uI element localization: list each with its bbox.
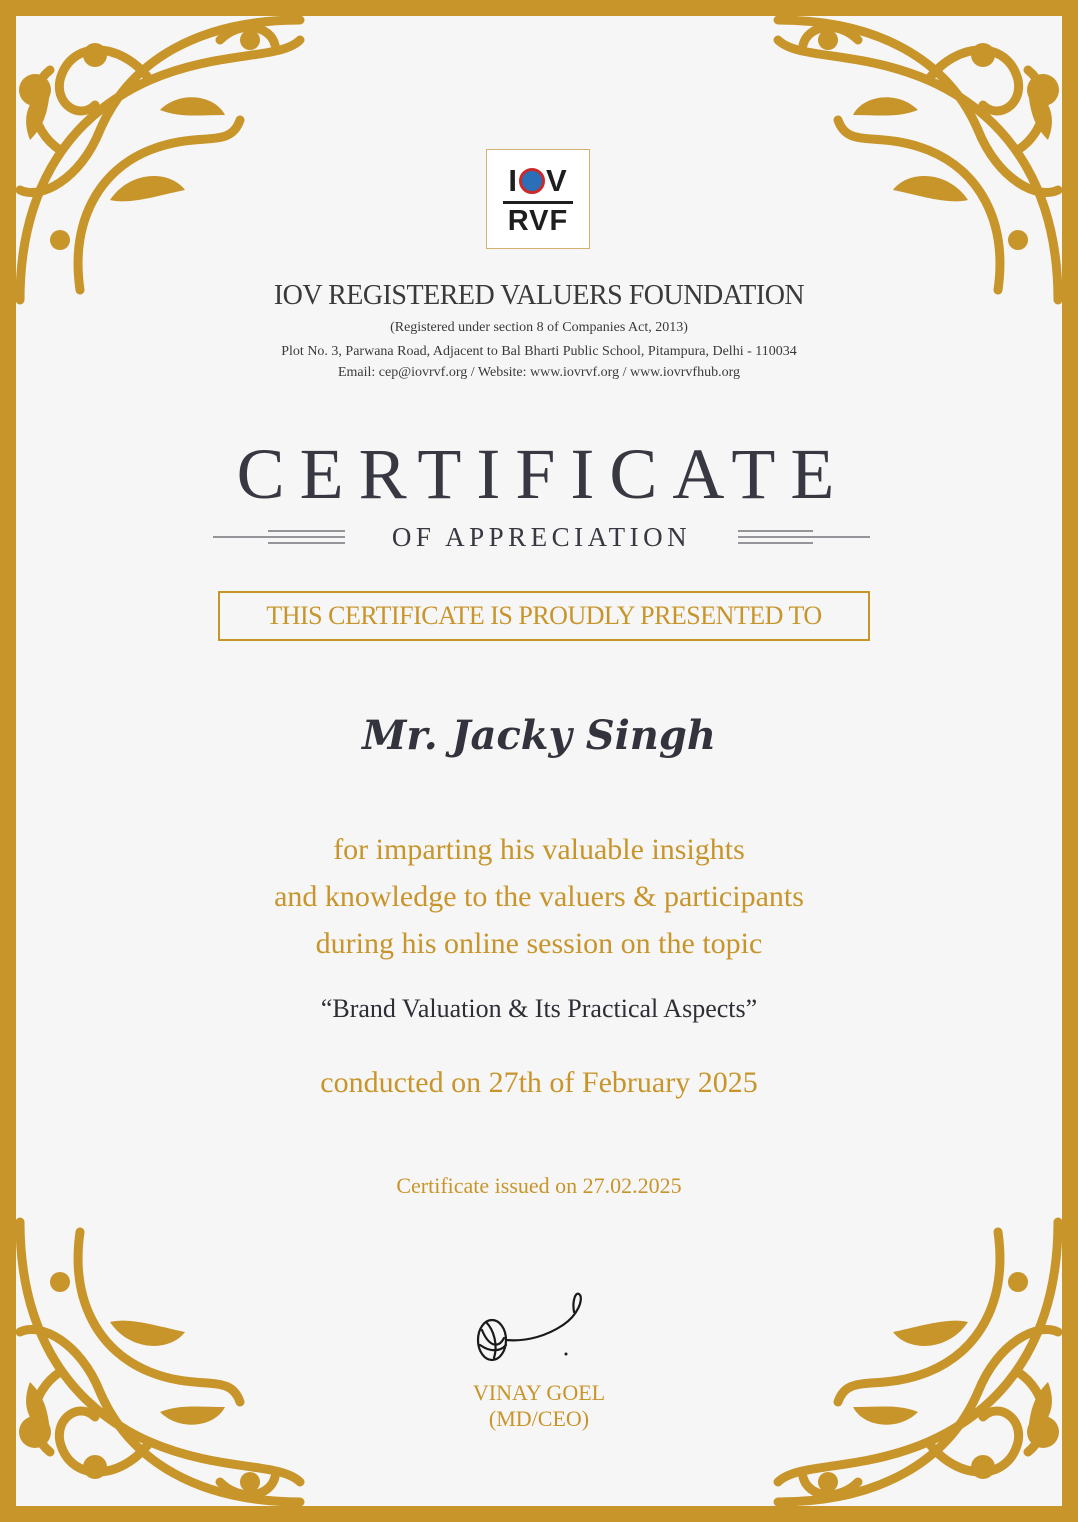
organization-registration: (Registered under section 8 of Companies Act, 2013): [390, 320, 688, 335]
body-line-2: and knowledge to the valuers & participants: [274, 880, 804, 913]
logo-letter-i: I: [508, 163, 518, 198]
session-date: conducted on 27th of February 2025: [320, 1066, 758, 1099]
signatory-role: (MD/CEO): [488, 1406, 590, 1431]
issue-date: Certificate issued on 27.02.2025: [396, 1173, 682, 1198]
certificate-subtitle-row: [213, 520, 870, 554]
recipient-name: Mr. Jacky Singh: [362, 712, 716, 759]
presented-to-banner: [218, 591, 870, 641]
presented-to-text: THIS CERTIFICATE IS PROUDLY PRESENTED TO: [266, 601, 822, 630]
ornament-corner-top-right: [768, 0, 1078, 310]
session-topic: “Brand Valuation & Its Practical Aspects”: [320, 994, 758, 1023]
organization-contact: Email: cep@iovrvf.org / Website: www.iovrvf.org / www.iovrvfhub.org: [337, 365, 741, 380]
organization-name: IOV REGISTERED VALUERS FOUNDATION: [273, 280, 805, 311]
body-line-3: during his online session on the topic: [315, 927, 763, 960]
certificate-subtitle: OF APPRECIATION: [391, 522, 692, 552]
organization-address: Plot No. 3, Parwana Road, Adjacent to Bal Bharti Public School, Pitampura, Delhi - 110034: [281, 344, 797, 359]
ornament-corner-top-left: [0, 0, 310, 310]
logo-divider: [503, 201, 573, 204]
signature-mark: [468, 1290, 598, 1370]
organization-logo: [486, 149, 590, 249]
logo-top-row: [487, 164, 589, 198]
body-line-1: for imparting his valuable insights: [333, 833, 745, 866]
logo-letter-v: V: [545, 163, 568, 198]
ornament-corner-bottom-left: [0, 1212, 310, 1522]
signatory-name: VINAY GOEL: [472, 1380, 606, 1405]
logo-bottom-row: RVF: [507, 205, 569, 237]
certificate-title: CERTIFICATE: [236, 434, 850, 514]
ornament-corner-bottom-right: [768, 1212, 1078, 1522]
globe-icon: [519, 168, 545, 194]
